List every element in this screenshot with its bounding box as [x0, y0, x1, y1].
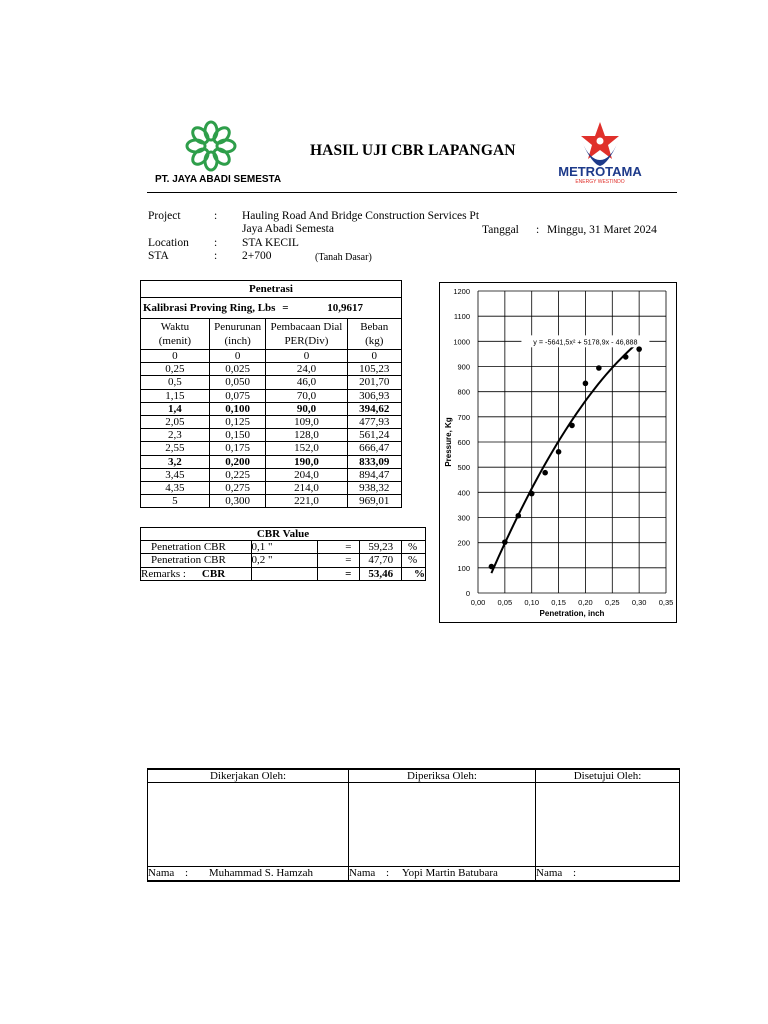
x-tick-label: 0,05: [497, 598, 513, 607]
table-cell: 0,200: [209, 455, 266, 468]
table-cell: 477,93: [347, 415, 401, 428]
table-cell: 0,25: [141, 363, 210, 376]
table-cell: 2,05: [141, 415, 210, 428]
partner-logo: [552, 120, 648, 186]
cbr-row-depth: 0,1 ": [251, 541, 317, 554]
name-colon: :: [185, 867, 189, 879]
y-tick-label: 800: [457, 387, 470, 397]
signature-area-disetujui: [536, 783, 680, 867]
location-colon: :: [214, 237, 218, 249]
table-cell: 0,125: [209, 415, 266, 428]
project-value-line2: Jaya Abadi Semesta: [242, 223, 334, 235]
person-head-icon: [597, 138, 604, 145]
x-tick-label: 0,20: [578, 598, 593, 607]
location-value: STA KECIL: [242, 237, 299, 249]
table-cell: 394,62: [347, 402, 401, 415]
name-label: Nama: [148, 867, 175, 879]
table-row: [141, 455, 402, 468]
table-cell: 105,23: [347, 363, 401, 376]
cbr-row-unit: %: [402, 554, 426, 567]
table-row: [141, 495, 402, 508]
data-point: [583, 381, 589, 387]
remarks-spacer: [251, 567, 317, 580]
table-cell: 0,075: [209, 389, 266, 402]
signature-area-dikerjakan: [148, 783, 349, 867]
table-row: [141, 442, 402, 455]
table-row: [141, 350, 402, 363]
signature-header-dikerjakan: Dikerjakan Oleh:: [148, 769, 349, 783]
y-tick-label: 100: [457, 563, 470, 573]
y-tick-label: 500: [457, 463, 470, 473]
table-cell: 128,0: [266, 429, 347, 442]
y-tick-label: 1200: [453, 287, 470, 296]
cbr-row-eq: =: [317, 541, 360, 554]
table-cell: 3,2: [141, 455, 210, 468]
cbr-row-label: Penetration CBR: [141, 541, 252, 554]
signature-header-diperiksa: Diperiksa Oleh:: [349, 769, 536, 783]
data-point: [542, 470, 548, 476]
data-point: [515, 513, 521, 519]
remarks-eq: =: [317, 567, 360, 580]
x-tick-label: 0,25: [604, 598, 620, 607]
table-cell: 0,100: [209, 402, 266, 415]
cbr-row-depth: 0,2 ": [251, 554, 317, 567]
kalibrasi-value: 10,9617: [327, 302, 363, 314]
company-name: PT. JAYA ABADI SEMESTA: [155, 174, 282, 185]
table-cell: 0: [266, 350, 347, 363]
name-label: Nama: [536, 867, 563, 879]
table-cell: 201,70: [347, 376, 401, 389]
cbr-row-unit: %: [402, 541, 426, 554]
table-cell: 214,0: [266, 481, 347, 494]
table-cell: 0: [141, 350, 210, 363]
table-cell: 0,5: [141, 376, 210, 389]
x-tick-label: 0,10: [524, 598, 540, 607]
name-colon: :: [386, 867, 390, 879]
leaf-icon: [190, 125, 211, 146]
column-header-beban: Beban (kg): [347, 319, 401, 350]
table-cell: 561,24: [347, 429, 401, 442]
cbr-remarks-row: [141, 567, 426, 580]
signature-table: [147, 768, 680, 882]
remarks-label: Remarks :: [141, 567, 186, 580]
x-tick-label: 0,00: [470, 598, 486, 607]
sta-colon: :: [214, 250, 218, 262]
date-label: Tanggal: [482, 224, 519, 236]
location-label: Location: [148, 237, 189, 249]
table-cell: 0,025: [209, 363, 266, 376]
table-cell: 0: [209, 350, 266, 363]
project-label: Project: [148, 210, 181, 222]
table-cell: 0: [347, 350, 401, 363]
y-tick-label: 900: [457, 362, 470, 372]
y-tick-label: 700: [457, 412, 470, 422]
cbr-row-label: Penetration CBR: [141, 554, 252, 567]
table-cell: 833,09: [347, 455, 401, 468]
column-header-penurunan: Penurunan (inch): [209, 319, 266, 350]
table-cell: 2,55: [141, 442, 210, 455]
table-cell: 666,47: [347, 442, 401, 455]
table-row: [141, 376, 402, 389]
leaf-icon: [211, 146, 232, 167]
table-row: [141, 481, 402, 494]
table-cell: 894,47: [347, 468, 401, 481]
name-label: Nama: [349, 867, 376, 879]
table-cell: 969,01: [347, 495, 401, 508]
kalibrasi-label: Kalibrasi Proving Ring, Lbs: [143, 302, 276, 314]
kalibrasi-eq: =: [282, 302, 289, 314]
data-point: [502, 539, 508, 545]
data-point: [636, 346, 642, 352]
table-cell: 190,0: [266, 455, 347, 468]
table-cell: 70,0: [266, 389, 347, 402]
table-cell: 24,0: [266, 363, 347, 376]
partner-logo-subtext: ENERGY WESTINDO: [575, 179, 625, 185]
trendline: [491, 342, 639, 573]
y-axis-label: Pressure, Kg: [444, 417, 453, 467]
column-header-waktu: Waktu (menit): [141, 319, 210, 350]
remarks-cell: [141, 567, 252, 580]
y-tick-label: 0: [465, 589, 470, 598]
table-cell: 0,050: [209, 376, 266, 389]
cbr-row-value: 59,23: [360, 541, 402, 554]
table-cell: 221,0: [266, 495, 347, 508]
table-cell: 204,0: [266, 468, 347, 481]
signature-name-cell-2: [349, 867, 536, 881]
table-cell: 5: [141, 495, 210, 508]
x-tick-label: 0,30: [631, 598, 647, 607]
leaf-icon: [190, 146, 211, 167]
header-divider: [147, 192, 677, 193]
trend-label: y = -5641,5x² + 5178,9x - 46,888: [533, 337, 638, 347]
penetrasi-title: Penetrasi: [141, 281, 402, 298]
date-colon: :: [536, 224, 540, 236]
table-cell: 0,300: [209, 495, 266, 508]
column-header-pembacaan: Pembacaan Dial PER(Div): [266, 319, 347, 350]
table-cell: 4,35: [141, 481, 210, 494]
table-row: [141, 363, 402, 376]
signer-name-diperiksa: Yopi Martin Batubara: [401, 867, 498, 879]
cbr-row-2: [141, 554, 426, 567]
remarks-value: 53,46: [360, 567, 402, 580]
table-cell: 938,32: [347, 481, 401, 494]
sta-note: (Tanah Dasar): [315, 252, 372, 263]
cbr-row-eq: =: [317, 554, 360, 567]
date-value: Minggu, 31 Maret 2024: [547, 224, 657, 236]
kalibrasi-row: [141, 298, 402, 319]
y-tick-label: 600: [457, 438, 470, 447]
data-point: [569, 423, 575, 429]
company-logo: [176, 120, 246, 172]
table-row: [141, 389, 402, 402]
y-tick-label: 300: [457, 513, 470, 523]
data-point: [596, 365, 602, 371]
partner-logo-text: METROTAMA: [558, 164, 642, 179]
table-cell: 2,3: [141, 429, 210, 442]
y-tick-label: 200: [457, 538, 470, 548]
page-title: HASIL UJI CBR LAPANGAN: [310, 142, 516, 159]
signature-name-cell-1: [148, 867, 349, 881]
penetrasi-header-row: [141, 319, 402, 350]
cbr-chart-box: [439, 282, 677, 623]
x-tick-label: 0,15: [551, 598, 566, 607]
table-cell: 3,45: [141, 468, 210, 481]
remarks-unit: %: [402, 567, 426, 580]
data-point: [623, 354, 629, 360]
data-point: [529, 491, 535, 497]
signature-area-diperiksa: [349, 783, 536, 867]
y-tick-label: 1000: [453, 337, 470, 347]
project-value-line1: Hauling Road And Bridge Construction Services Pt: [242, 210, 480, 222]
name-colon: :: [573, 867, 577, 879]
table-cell: 152,0: [266, 442, 347, 455]
sta-label: STA: [148, 250, 169, 262]
table-row: [141, 415, 402, 428]
table-cell: 306,93: [347, 389, 401, 402]
project-colon: :: [214, 210, 218, 222]
table-cell: 109,0: [266, 415, 347, 428]
table-cell: 0,175: [209, 442, 266, 455]
table-cell: 0,275: [209, 481, 266, 494]
leaf-icon: [211, 125, 232, 146]
cbr-chart: [440, 283, 676, 622]
remarks-name: CBR: [201, 567, 226, 580]
signer-name-dikerjakan: Muhammad S. Hamzah: [208, 867, 314, 879]
table-cell: 1,15: [141, 389, 210, 402]
sta-value: 2+700: [242, 250, 272, 262]
cbr-value-table: [140, 527, 426, 581]
table-cell: 90,0: [266, 402, 347, 415]
cbr-row-1: [141, 541, 426, 554]
table-row: [141, 468, 402, 481]
data-point: [489, 564, 495, 570]
table-cell: 1,4: [141, 402, 210, 415]
data-point: [556, 449, 562, 455]
cbr-row-value: 47,70: [360, 554, 402, 567]
table-row: [141, 402, 402, 415]
y-tick-label: 1100: [453, 312, 470, 322]
x-axis-label: Penetration, inch: [539, 609, 605, 618]
penetrasi-table: [140, 280, 402, 508]
signature-header-disetujui: Disetujui Oleh:: [536, 769, 680, 783]
cbr-title: CBR Value: [141, 528, 426, 541]
table-cell: 0,150: [209, 429, 266, 442]
table-cell: 0,225: [209, 468, 266, 481]
signature-name-cell-3: [536, 867, 680, 881]
y-tick-label: 400: [457, 488, 470, 498]
table-row: [141, 429, 402, 442]
x-tick-label: 0,35: [658, 598, 674, 607]
table-cell: 46,0: [266, 376, 347, 389]
